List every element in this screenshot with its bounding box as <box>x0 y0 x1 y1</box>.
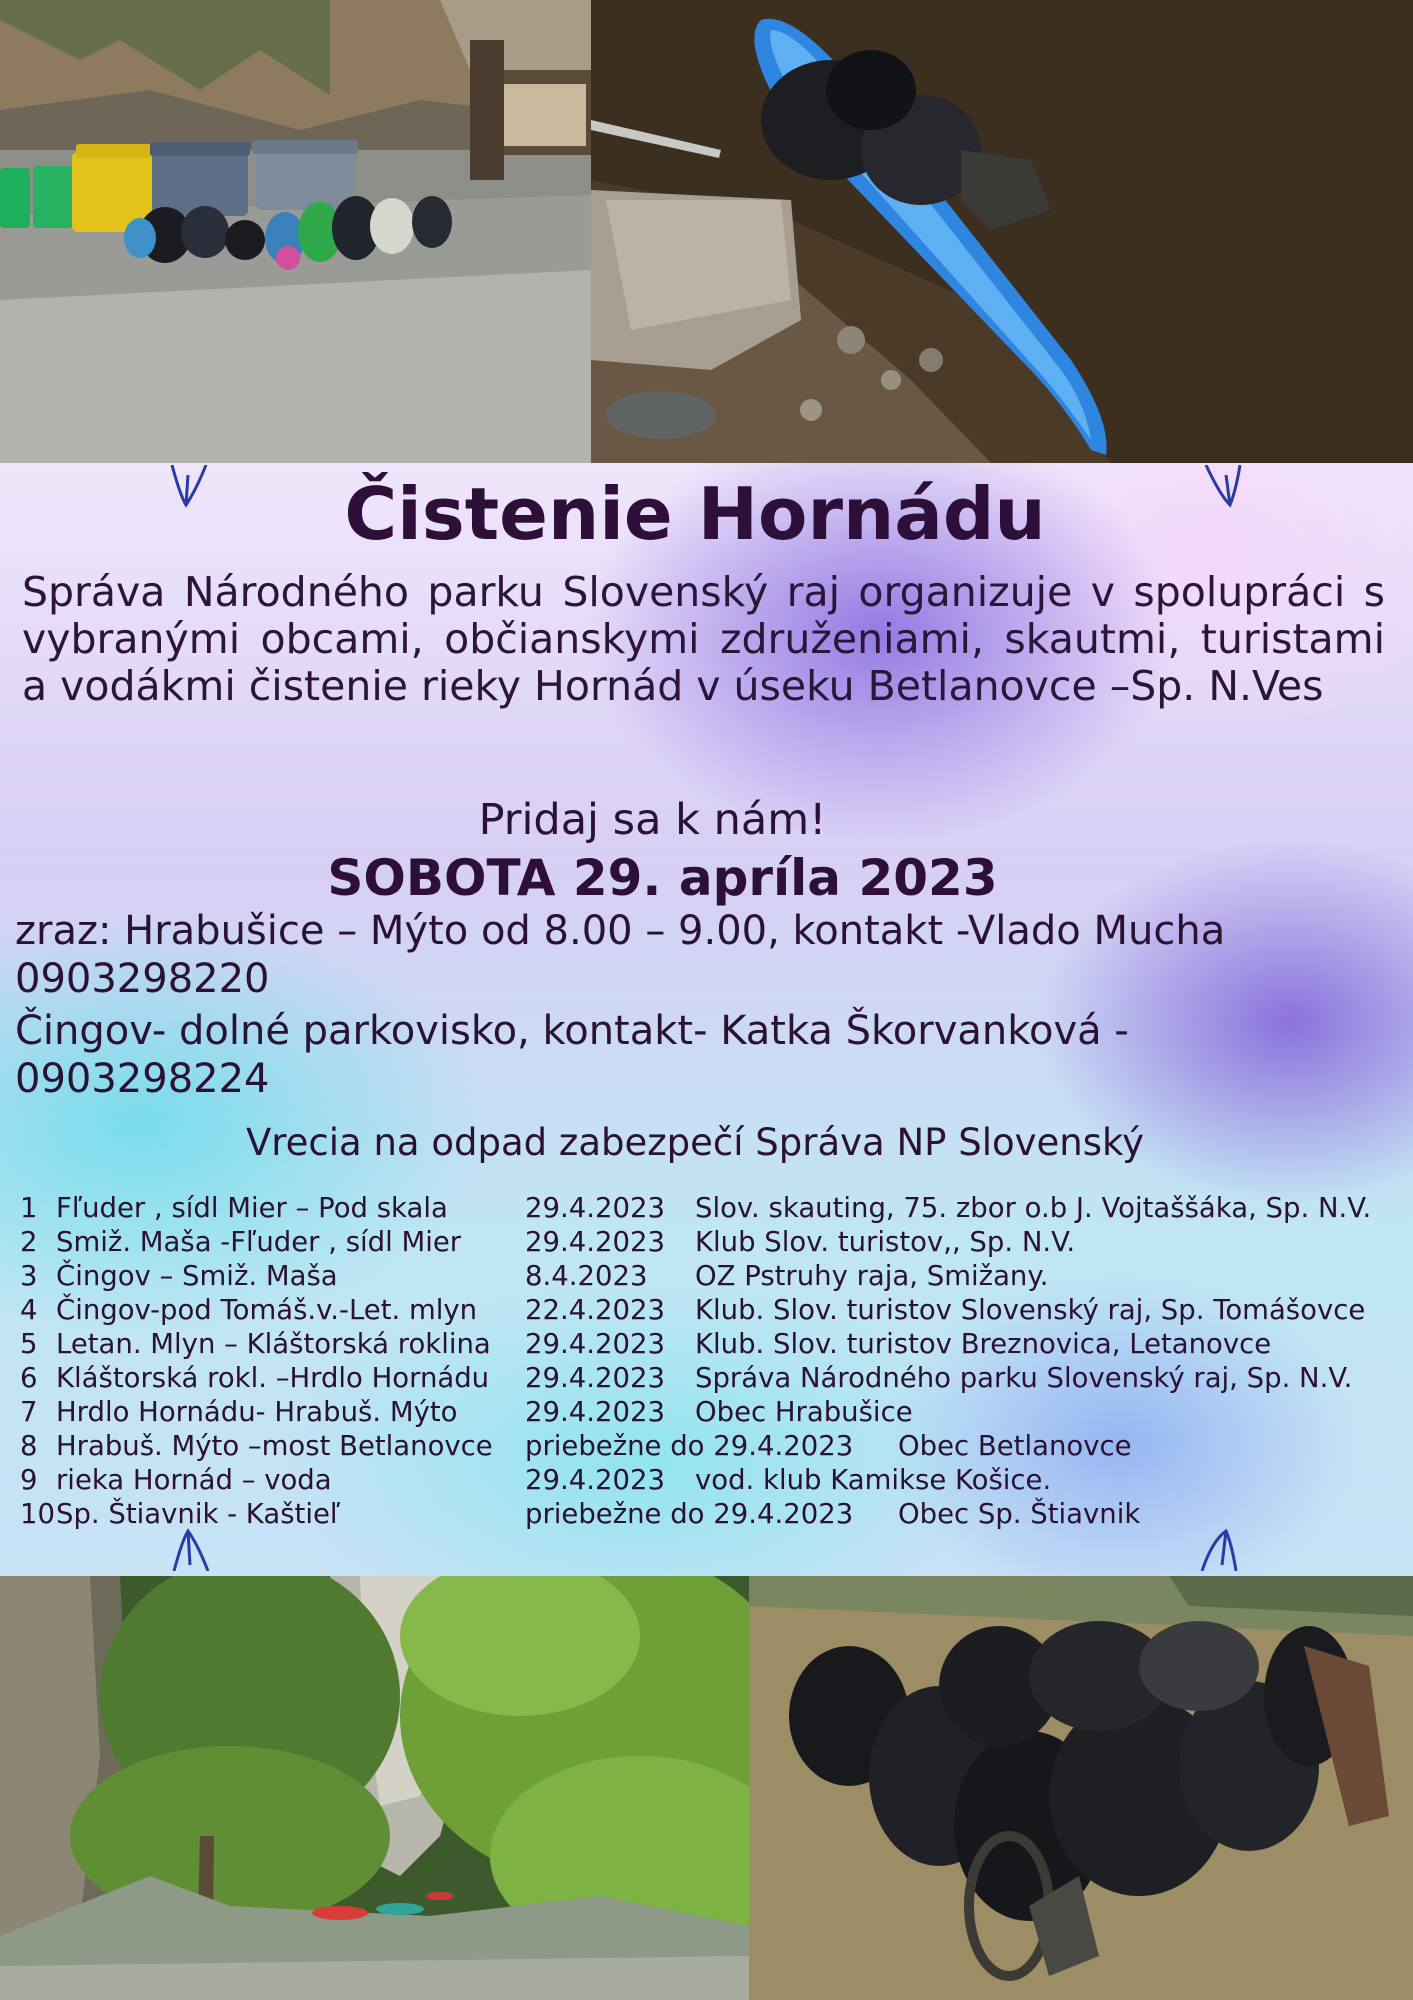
leaf-ornament-icon <box>1196 1525 1242 1571</box>
section-organizer: Obec Hrabušice <box>695 1396 913 1428</box>
section-name: Sp. Štiavnik - Kaštieľ <box>56 1498 341 1530</box>
section-date: 29.4.2023 <box>525 1226 665 1258</box>
leaf-ornament-icon <box>168 1525 214 1571</box>
section-date: 29.4.2023 <box>525 1464 665 1496</box>
section-date: priebežne do 29.4.2023 <box>525 1430 854 1462</box>
section-number: 9 <box>20 1464 38 1496</box>
section-date: 8.4.2023 <box>525 1260 648 1292</box>
join-call: Pridaj sa k nám! <box>478 795 827 845</box>
section-date: 29.4.2023 <box>525 1362 665 1394</box>
event-date: SOBOTA 29. apríla 2023 <box>327 849 998 907</box>
photo-pile-of-bags <box>749 1576 1413 2000</box>
section-date: 22.4.2023 <box>525 1294 665 1326</box>
section-name: Čingov-pod Tomáš.v.-Let. mlyn <box>56 1294 478 1326</box>
section-organizer: Klub. Slov. turistov Breznovica, Letanovce <box>695 1328 1272 1360</box>
section-name: Letan. Mlyn – Kláštorská roklina <box>56 1328 491 1360</box>
section-number: 1 <box>20 1192 38 1224</box>
meeting-point-1: zraz: Hrabušice – Mýto od 8.00 – 9.00, kontakt -Vlado Mucha <box>15 908 1226 954</box>
meeting-point-2: Čingov- dolné parkovisko, kontakt- Katka Škorvanková - <box>15 1008 1129 1054</box>
section-number: 8 <box>20 1430 38 1462</box>
section-number: 2 <box>20 1226 38 1258</box>
section-number: 5 <box>20 1328 38 1360</box>
section-organizer: Obec Sp. Štiavnik <box>898 1498 1141 1530</box>
section-number: 3 <box>20 1260 38 1292</box>
section-date: 29.4.2023 <box>525 1328 665 1360</box>
meeting-point-1-phone: 0903298220 <box>15 956 270 1002</box>
section-date: priebežne do 29.4.2023 <box>525 1498 854 1530</box>
section-name: Kláštorská rokl. –Hrdlo Hornádu <box>56 1362 490 1394</box>
bags-note: Vrecia na odpad zabezpečí Správa NP Slovenský <box>245 1121 1145 1164</box>
section-organizer: Klub Slov. turistov,, Sp. N.V. <box>695 1226 1076 1258</box>
section-organizer: Slov. skauting, 75. zbor o.b J. Vojtaššáka, Sp. N.V. <box>695 1192 1372 1224</box>
section-organizer: vod. klub Kamikse Košice. <box>695 1464 1052 1496</box>
section-organizer: Obec Betlanovce <box>898 1430 1132 1462</box>
section-organizer: OZ Pstruhy raja, Smižany. <box>695 1260 1049 1292</box>
section-name: Hrdlo Hornádu- Hrabuš. Mýto <box>56 1396 458 1428</box>
section-number: 7 <box>20 1396 38 1428</box>
section-number: 4 <box>20 1294 38 1326</box>
photo-waste-containers <box>0 0 591 463</box>
section-name: Hrabuš. Mýto –most Betlanovce <box>56 1430 493 1462</box>
poster-panel <box>0 463 1413 1576</box>
section-name: Čingov – Smiž. Maša <box>56 1260 338 1292</box>
section-number: 6 <box>20 1362 38 1394</box>
section-number: 10 <box>20 1498 55 1530</box>
intro-paragraph: Správa Národného parku Slovenský raj organizuje v spolupráci s vybranými obcami, občianskymi združeniami, skautmi, turistami a vodákmi čistenie rieky Hornád v úseku Betlanovce –Sp. N.Ves <box>22 568 1385 710</box>
section-organizer: Správa Národného parku Slovenský raj, Sp. N.V. <box>695 1362 1353 1394</box>
section-name: Fľuder , sídl Mier – Pod skala <box>56 1192 448 1224</box>
section-date: 29.4.2023 <box>525 1396 665 1428</box>
section-organizer: Klub. Slov. turistov Slovenský raj, Sp. Tomášovce <box>695 1294 1366 1326</box>
photo-kayak-with-bags <box>591 0 1413 463</box>
section-name: rieka Hornád – voda <box>56 1464 332 1496</box>
section-date: 29.4.2023 <box>525 1192 665 1224</box>
section-name: Smiž. Maša -Fľuder , sídl Mier <box>56 1226 462 1258</box>
photo-river-canyon-rafting <box>0 1576 749 2000</box>
meeting-point-2-phone: 0903298224 <box>15 1056 270 1102</box>
page-title: Čistenie Hornádu <box>344 472 1046 556</box>
